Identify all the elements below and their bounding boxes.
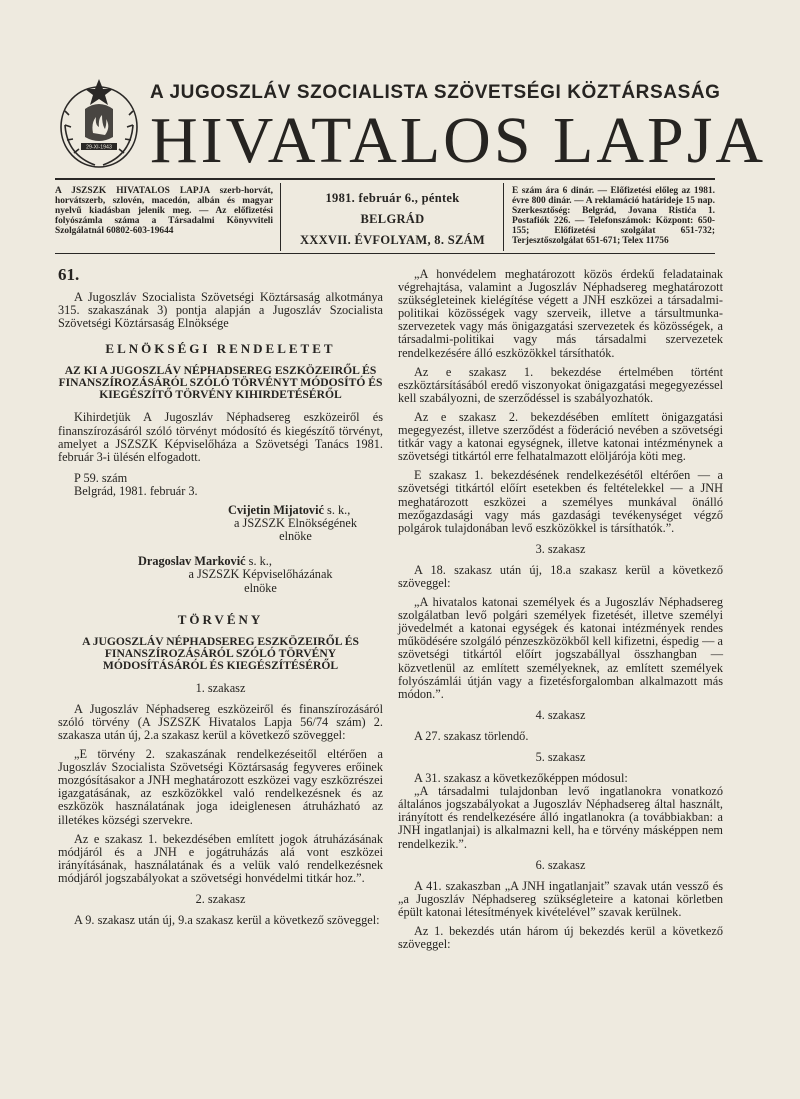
decree-heading: ELNÖKSÉGI RENDELETET — [105, 341, 336, 357]
paragraph: A 31. szakasz a következőképpen módosul: — [414, 771, 628, 786]
emblem-date: 29-XI-1943 — [86, 144, 112, 151]
place-date: Belgrád, 1981. február 3. — [74, 483, 198, 498]
left-column — [58, 265, 383, 933]
paragraph: A 41. szakaszban „A JNH ingatlanjait” szavak után vessző és „a Jugoszláv Néphadsereg szükségleteire a katonai körletben épült katonai létesítmények kivételével” szavak kerülnek. — [398, 878, 723, 919]
state-emblem-icon — [55, 75, 143, 173]
section-heading: 6. szakasz — [535, 857, 586, 872]
header-divider-left — [280, 183, 281, 251]
header-price-contact: E szám ára 6 dinár. — Előfizetési előleg az 1981. évre 800 dinár. — A reklamáció határideje 15 nap. Szerkesztőség: Belgrád, Jovana Ristića 1. Postafiók 226. — Telefonszámok: Központ: 650-155; Előfizetési szolgálat 651-732; Terjesztőszolgálat 651-671; Telex 11756 — [512, 186, 715, 246]
paragraph: A 9. szakasz után új, 9.a szakasz kerül a következő szöveggel: — [74, 913, 380, 928]
reference-number: P 59. szám — [74, 470, 128, 485]
paragraph: Az e szakasz 1. bekezdése értelmében történt eszköztársításából eredő viszonyokat önigazgatási megegyezéssel kell szabályozni, de szerződéssel is szabályozhatók. — [398, 364, 723, 405]
signatory-name: Cvijetin Mijatović — [228, 503, 324, 518]
signatory-sk: s. k., — [323, 503, 351, 518]
law-heading: TÖRVÉNY — [177, 611, 264, 627]
header-top-rule — [55, 178, 715, 180]
masthead-title: HIVATALOS LAPJA — [150, 104, 767, 177]
masthead-top-line: A JUGOSZLÁV SZOCIALISTA SZÖVETSÉGI KÖZTÁRSASÁG — [150, 82, 721, 103]
paragraph: A Jugoszláv Néphadsereg eszközeiről és finanszírozásáról szóló törvény (A JSZSZK Hivatalos Lapja 56/74 szám) 2. szakasza után új, 2.a szakasz kerül a következő szöveggel: — [58, 701, 383, 742]
paragraph: Az e szakasz 1. bekezdésében említett jogok átruházásának módjáról és a JNH e jogátruházás alá vont eszközei irányításának, használatának és a velük való rendelkezésnek módjáról jogszabályokat a szövetségi honvédelmi titkár hoz.”. — [58, 831, 383, 885]
header-bottom-rule — [55, 253, 715, 254]
signatory-role: elnöke — [244, 580, 277, 595]
quoted-paragraph: „A társadalmi tulajdonban levő ingatlanokra vonatkozó általános jogszabályokat a Jugoszláv Néphadsereg által használt, irányított és rendelkezésére álló ingatlanokra (a továbbiakban: a JNH ingatlanjai) is alkalmazni kell, ha e törvény másképpen nem rendelkezik.”. — [398, 784, 723, 851]
paragraph: E szakasz 1. bekezdésének rendelkezésétől eltérően — a szövetségi titkártól előírt esetekben és feltételekkel — a JNH meghatározott eszközei a személyes munkával önálló mezőgazdasági vagy más gazdasági tevékenységet végző polgárok tulajdonában levő eszközökkel is társíthatók.”. — [398, 468, 723, 535]
quoted-paragraph: „E törvény 2. szakaszának rendelkezéseitől eltérően a Jugoszláv Szocialista Szövetségi Köztársaság fegyveres erőinek mozgósításakor a JNH meghatározott eszközei vagy eszközrészei igazgatásának, az eszközökkel való rendelkezésnek és az eszközök használatának joga ideiglenesen átruházható az illetékes községi szervekre. — [58, 747, 383, 827]
signatory-title: a JSZSZK Képviselőházának — [188, 567, 333, 582]
issue-number: XXXVII. ÉVFOLYAM, 8. SZÁM — [299, 233, 486, 247]
item-number: 61. — [58, 265, 80, 284]
signatory-sk: s. k., — [245, 554, 272, 569]
law-title: A JUGOSZLÁV NÉPHADSEREG ESZKÖZEIRŐL ÉS FINANSZÍROZÁSÁRÓL SZÓLÓ TÖRVÉNY MÓDOSÍTÁSÁRÓL ÉS KIEGÉSZÍTÉSÉRŐL — [82, 634, 359, 672]
section-heading: 4. szakasz — [535, 707, 586, 722]
quoted-paragraph: „A honvédelem meghatározott közös érdekű feladatainak végrehajtása, valamint a Jugoszláv Néphadsereg meghatározott szükségleteinek kielégítése végett a JNH eszközei a társadalmi-politikai közösségek vagy szerveik, illetve a társultmunka-szervezetek vagy más önigazgatási szervezetek és közösségek, a társadalmi-politikai vagy más társadalmi szervezetek rendelkezésére álló eszközökkel társíthatók. — [398, 267, 723, 360]
signatory-title: a JSZSZK Elnökségének — [234, 516, 357, 531]
section-heading: 3. szakasz — [535, 541, 586, 556]
issue-date: 1981. február 6., péntek — [325, 191, 460, 205]
decree-title: AZ KI A JUGOSZLÁV NÉPHADSEREG ESZKÖZEIRŐL ÉS FINANSZÍROZÁSÁRÓL SZÓLÓ TÖRVÉNYT MÓDOSÍTÓ ÉS KIEGÉSZÍTŐ TÖRVÉNY KIHIRDETÉSÉRŐL — [58, 364, 383, 402]
signatory-name: Dragoslav Marković — [138, 554, 246, 569]
section-heading: 5. szakasz — [535, 750, 586, 764]
issue-city: BELGRÁD — [360, 212, 425, 226]
signatory-role: elnöke — [279, 529, 312, 544]
right-column — [398, 268, 723, 957]
paragraph: A 27. szakasz törlendő. — [414, 728, 529, 743]
quoted-paragraph: „A hivatalos katonai személyek és a Jugoszláv Néphadsereg szolgálatban levő polgári személyek fizetését, illetve személyi jövedelmét a katonai egységek és katonai intézmények rendes működésére szolgáló pénzeszközökből kell kifizetni, éspedig — a szövetségi titkártól előírt jogszabállyal összhangban — közvetlenül az említett személyeknek, az említett személyek folyószámlái útján vagy a fizetésforgalomban alkalmazott más módon.”. — [398, 595, 723, 701]
intro-paragraph: A Jugoszláv Szocialista Szövetségi Köztársaság alkotmánya 315. szakaszának 3) pontja alapján a Jugoszláv Szocialista Szövetségi Köztársaság Elnöksége — [58, 290, 383, 331]
paragraph: Az e szakasz 2. bekezdésében említett önigazgatási megegyezést, illetve szerződést a föderáció nevében a szövetségi titkár vagy a katonai egységnek, illetve katonai intézménynek a szövetségi titkártól erre felhatalmazott elöljárója köti meg. — [398, 409, 723, 464]
paragraph: A 18. szakasz után új, 18.a szakasz kerül a következő szöveggel: — [398, 562, 723, 590]
promulgation-paragraph: Kihirdetjük A Jugoszláv Néphadsereg eszközeiről és finanszírozásáról szóló törvényt módosító és kiegészítő törvényt, amelyet a JSZSZK Képviselőháza a Szövetségi Tanács 1981. február 3-i ülésén elfogadott. — [58, 410, 383, 464]
header-issue-info — [290, 188, 495, 251]
signature-president — [58, 504, 383, 543]
paragraph: Az 1. bekezdés után három új bekezdés kerül a következő szöveggel: — [398, 924, 723, 952]
header-publication-info: A JSZSZK HIVATALOS LAPJA szerb-horvát, horvátszerb, szlovén, macedón, albán és magyar nyelvű kiadásban jelenik meg. — Az előfizetési folyószámla száma a Társadalmi Könyvviteli Szolgálatnál 60802-603-19644 — [55, 186, 273, 236]
section-heading: 1. szakasz — [195, 680, 246, 695]
header-divider-right — [503, 183, 504, 251]
section-heading: 2. szakasz — [195, 892, 246, 906]
signature-assembly-president — [58, 555, 383, 594]
